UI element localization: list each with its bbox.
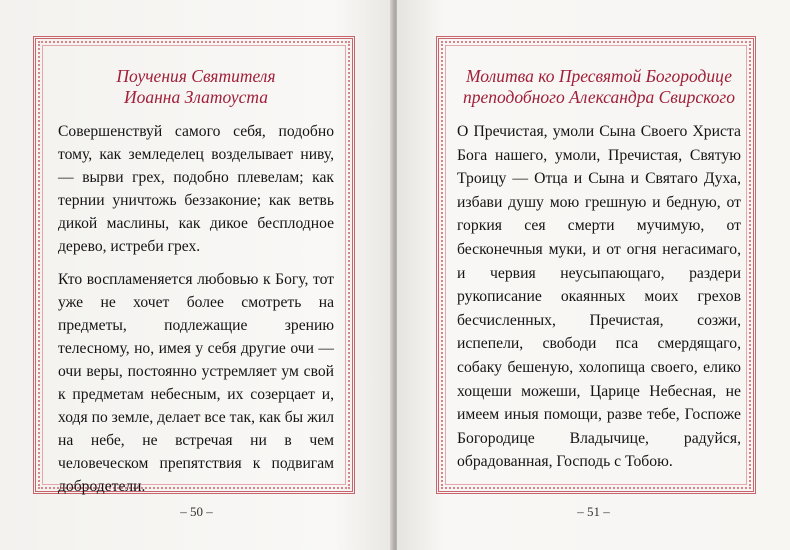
right-page-content <box>457 66 741 484</box>
right-page-number: – 51 – <box>577 504 610 519</box>
right-page <box>397 0 790 550</box>
left-page <box>0 0 393 550</box>
right-page-title <box>457 66 741 108</box>
right-title-line-1: Молитва ко Пресвятой Богородице <box>465 66 733 86</box>
right-paragraph-1: О Пречистая, умоли Сына Своего Христа Бога нашего, умоли, Пречистая, Святую Троицу — Отца и Сына и Святаго Духа, избави душу мою грешную и бедную, от горкия сея смерти мучимую, от бесконечныя муки, и от огня негасимаго, и червия неусыпающаго, раздери рукописание окаянных моих грехов бесчисленных, Пречистая, созжи, испепели, свободи пса смердящаго, собаку бешеную, холопища своего, елико хощеши можеши, Царице Небесная, не имеем иныя помощи, разве тебе, Госпоже Богородице Владычице, радуйся, обрадованная, Господь с Тобою. <box>457 123 741 471</box>
left-page-content <box>58 66 334 508</box>
left-page-title <box>58 66 334 108</box>
left-title-line-1: Поучения Святителя <box>116 66 276 86</box>
left-page-number: – 50 – <box>180 504 213 519</box>
left-paragraph-1: Совершенствуй самого себя, подобно тому, как земледелец возделывает ниву, — вырви грех, подобно плевелам; как тернии уничтожь беззаконие; как ветвь дикой маслины, как дикое бесплодное дерево, истреби грех. <box>58 123 334 255</box>
right-title-line-2: преподобного Александра Свирского <box>463 87 735 107</box>
left-title-line-2: Иоанна Златоуста <box>123 87 269 107</box>
left-paragraph-2: Кто воспламеняется любовью к Богу, тот уже не хочет более смотреть на предметы, подлежащие зрению телесному, но, имея у себя другие очи — очи веры, постоянно устремляет ум свой к предметам небесным, их созерцает и, ходя по земле, делает все так, как бы жил на небе, не встречая ни в чем человеческом препятствия к подвигам добродетели. <box>58 271 334 495</box>
